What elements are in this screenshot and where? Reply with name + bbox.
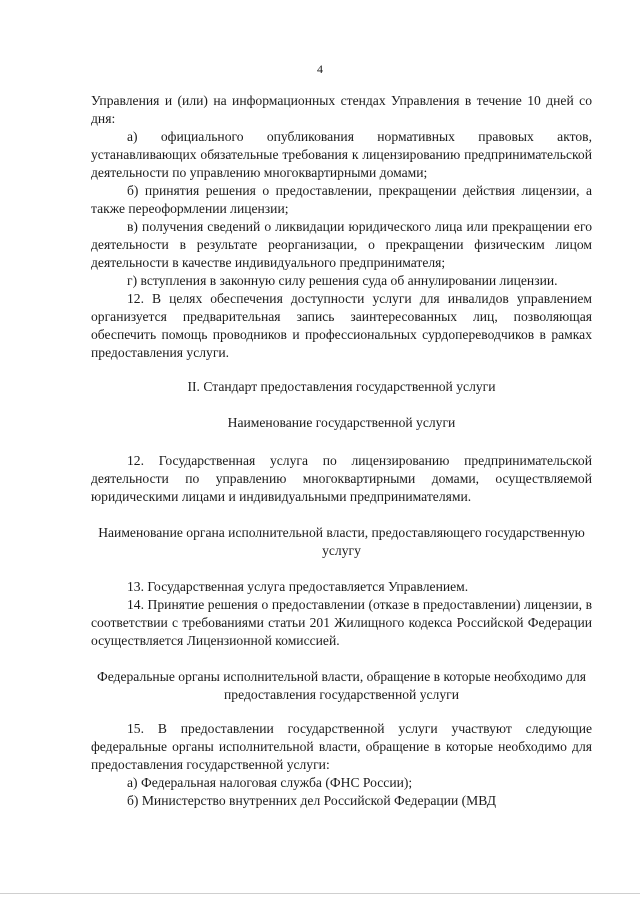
subheading-authority: Наименование органа исполнительной власти, предоставляющего государственную услугу [98, 525, 585, 558]
paragraph-15: 15. В предоставлении государственной услуги участвуют следующие федеральные органы исполнительной власти, обращение в которые необходимо для предоставления государственной услуги: [91, 721, 592, 772]
page-number: 4 [317, 62, 323, 76]
list-item-mvd: б) Министерство внутренних дел Российской Федерации (МВД [127, 793, 497, 808]
page-bottom-divider [0, 893, 640, 894]
list-item-b: б) принятия решения о предоставлении, прекращении действия лицензии, а также переоформлении лицензии; [91, 183, 592, 216]
list-item-v: в) получения сведений о ликвидации юридического лица или прекращении его деятельности в результате реорганизации, о прекращении физическим лицом деятельности в качестве индивидуального предпринимателя; [91, 219, 592, 270]
subheading-service-name: Наименование государственной услуги [227, 415, 456, 430]
paragraph-continuation: Управления и (или) на информационных стендах Управления в течение 10 дней со дня: [91, 93, 592, 126]
section-heading-ii: II. Стандарт предоставления государственной услуги [187, 379, 496, 394]
list-item-g: г) вступления в законную силу решения суда об аннулировании лицензии. [127, 273, 558, 288]
list-item-a: а) официального опубликования нормативных правовых актов, устанавливающих обязательные требования к лицензированию предпринимательской деятельности по управлению многоквартирными домами; [91, 129, 592, 180]
list-item-fns: а) Федеральная налоговая служба (ФНС России); [127, 775, 413, 790]
paragraph-12-service: 12. Государственная услуга по лицензированию предпринимательской деятельности по управлению многоквартирными домами, осуществляемой юридическими лицами и индивидуальными предпринимателями. [91, 453, 592, 504]
paragraph-14: 14. Принятие решения о предоставлении (отказе в предоставлении) лицензии, в соответствии с требованиями статьи 201 Жилищного кодекса Российской Федерации осуществляется Лицензионной комиссией. [91, 597, 592, 648]
paragraph-13: 13. Государственная услуга предоставляется Управлением. [127, 579, 469, 594]
document-body [91, 92, 592, 810]
subheading-federal-bodies: Федеральные органы исполнительной власти, обращение в которые необходимо для предоставления государственной услуги [96, 669, 587, 702]
paragraph-12-accessibility: 12. В целях обеспечения доступности услуги для инвалидов управлением организуется предварительная запись заинтересованных лиц, позволяющая обеспечить помощь проводников и профессиональных сурдопереводчиков в рамках предоставления услуги. [91, 291, 592, 360]
